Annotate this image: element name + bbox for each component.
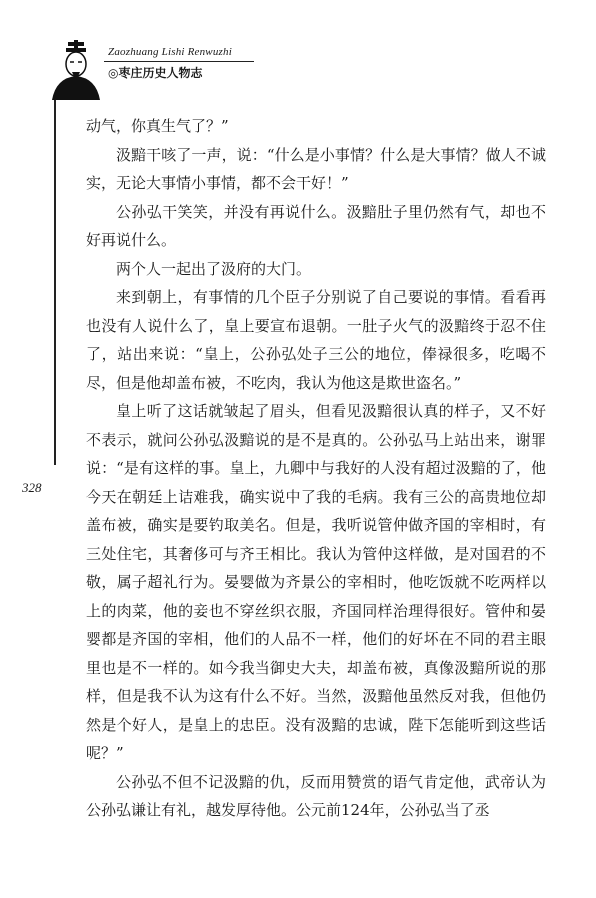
book-title-english: Zaozhuang Lishi Renwuzhi	[108, 46, 232, 58]
book-title-chinese: ◎枣庄历史人物志	[108, 66, 203, 80]
header-rule	[104, 61, 254, 62]
paragraph: 汲黯干咳了一声，说：“什么是小事情？什么是大事情？做人不诚实，无论大事情小事情，都不会干好！”	[86, 145, 546, 192]
page-number: 328	[22, 480, 42, 495]
paragraph: 公孙弘干笑笑，并没有再说什么。汲黯肚子里仍然有气，却也不好再说什么。	[86, 202, 546, 249]
body-text	[86, 112, 546, 825]
paragraph: 动气，你真生气了？”	[86, 117, 229, 135]
paragraph: 皇上听了这话就皱起了眉头，但看见汲黯很认真的样子，又不好不表示，就问公孙弘汲黯说的是不是真的。公孙弘马上站出来，谢罪说：“是有这样的事。皇上，九卿中与我好的人没有超过汲黯的了，他今天在朝廷上诘难我，确实说中了我的毛病。我有三公的高贵地位却盖布被，确实是要钓取美名。但是，我听说管仲做齐国的宰相时，有三处住宅，其奢侈可与齐王相比。我认为管仲这样做，是对国君的不敬，属子超礼行为。晏婴做为齐景公的宰相时，他吃饭就不吃两样以上的肉菜，他的妾也不穿丝织衣服，齐国同样治理得很好。管仲和晏婴都是齐国的宰相，他们的人品不一样，他们的好坏在不同的君主眼里也是不一样的。如今我当御史大夫，却盖布被，真像汲黯所说的那样，但是我不认为这有什么不好。当然，汲黯他虽然反对我，但他仍然是个好人，是皇上的忠臣。没有汲黯的忠诚，陛下怎能听到这些话呢？”	[86, 402, 546, 762]
paragraph: 两个人一起出了汲府的大门。	[116, 259, 312, 278]
margin-rule	[54, 100, 56, 465]
paragraph: 来到朝上，有事情的几个臣子分别说了自己要说的事情。看看再也没有人说什么了，皇上要宣布退朝。一肚子火气的汲黯终于忍不住了，站出来说：“皇上，公孙弘处子三公的地位，俸禄很多，吃喝不尽，但是他却盖布被，不吃肉，我认为他这是欺世盗名。”	[86, 288, 546, 392]
paragraph: 公孙弘不但不记汲黯的仇，反而用赞赏的语气肯定他，武帝认为公孙弘谦让有礼，越发厚待他。公元前124年，公孙弘当了丞	[86, 772, 546, 819]
portrait-icon	[48, 40, 104, 100]
